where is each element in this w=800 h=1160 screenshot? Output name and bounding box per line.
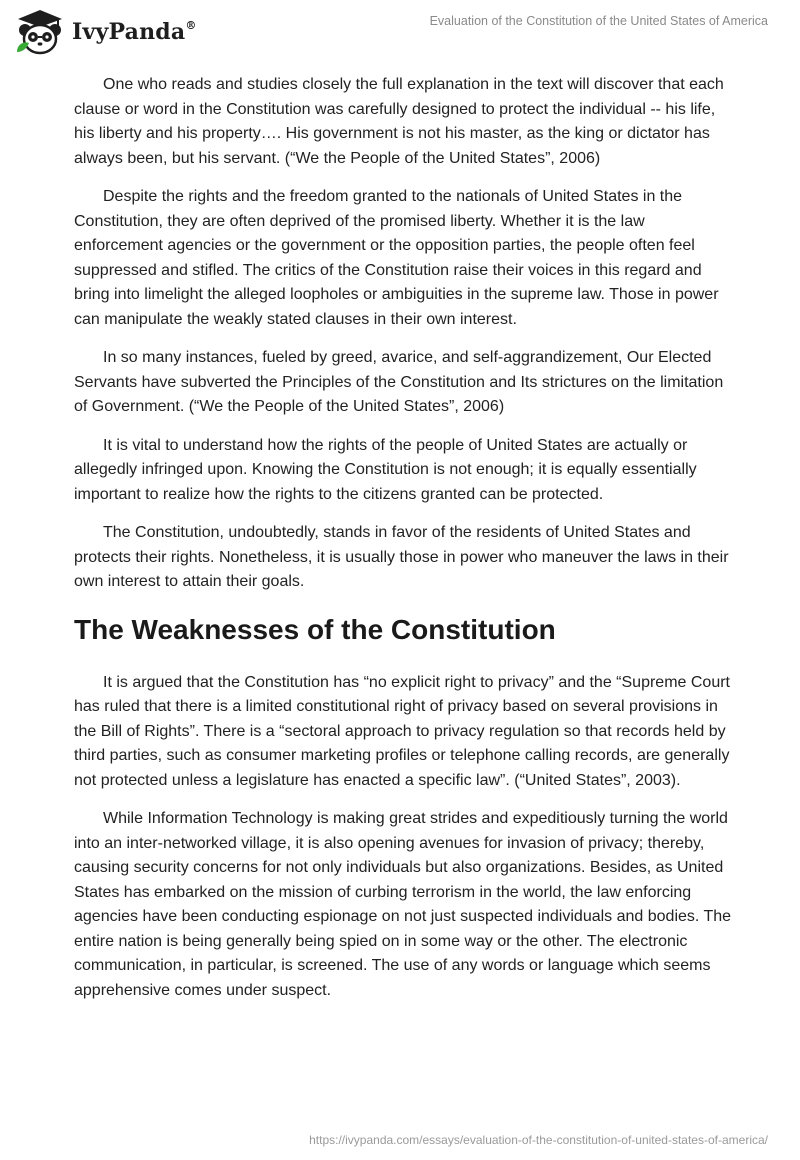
registered-mark: ® [185, 18, 197, 32]
section-heading: The Weaknesses of the Constitution [74, 613, 556, 645]
paragraph: While Information Technology is making great strides and expeditiously turning the world into an inter-networked village, it is also opening avenues for invasion of privacy; thereby, causing security concerns for not only individuals but also organizations. Besides, as United States has embarked on the mission of curbing terrorism in the world, the law enforcing agencies have been conducting espionage on not just suspected individuals and bodies. The entire nation is being generally being spied on in some way or the other. The electronic communication, in particular, is screened. The use of any words or language which seems apprehensive comes under suspect. [74, 810, 732, 999]
source-url[interactable]: https://ivypanda.com/essays/evaluation-of-the-constitution-of-united-states-of-america/ [309, 1133, 768, 1147]
document-title: Evaluation of the Constitution of the United States of America [429, 14, 768, 28]
essay-content [74, 73, 734, 1017]
ivypanda-logo[interactable] [14, 8, 197, 56]
paragraph: The Constitution, undoubtedly, stands in favor of the residents of United States and protects their rights. Nonetheless, it is usually those in power who maneuver the laws in their own interest to attain their goals. [74, 524, 729, 590]
page-header [0, 0, 800, 64]
panda-graduate-icon [14, 8, 66, 56]
logo-wordmark: IvyPanda® [72, 18, 197, 45]
paragraph: One who reads and studies closely the full explanation in the text will discover that each clause or word in the Constitution was carefully designed to protect the individual -- his life, his liberty and his property…. His government is not his master, as the king or dictator has always been, but his servant. (“We the People of the United States”, 2006) [74, 76, 724, 167]
paragraph: Despite the rights and the freedom granted to the nationals of United States in the Constitution, they are often deprived of the promised liberty. Whether it is the law enforcement agencies or the government or the opposition parties, the people often feel suppressed and stifled. The critics of the Constitution raise their voices in this regard and bring into limelight the alleged loopholes or ambiguities in the supreme law. Those in power can manipulate the weakly stated clauses in their own interest. [74, 188, 719, 328]
paragraph: In so many instances, fueled by greed, avarice, and self-aggrandizement, Our Elected Servants have subverted the Principles of the Constitution and Its strictures on the limitation of Government. (“We the People of the United States”, 2006) [74, 349, 724, 415]
paragraph: It is vital to understand how the rights of the people of United States are actually or allegedly infringed upon. Knowing the Constitution is not enough; it is equally essentially important to realize how the rights to the citizens granted can be protected. [74, 436, 697, 503]
paragraph: It is argued that the Constitution has “no explicit right to privacy” and the “Supreme Court has ruled that there is a limited constitutional right of privacy based on several provisions in the Bill of Rights”. There is a “sectoral approach to privacy regulation so that records held by third parties, such as consumer marketing profiles or telephone calling records, are generally not protected unless a legislature has enacted a specific law”. (“United States”, 2003). [74, 673, 730, 789]
